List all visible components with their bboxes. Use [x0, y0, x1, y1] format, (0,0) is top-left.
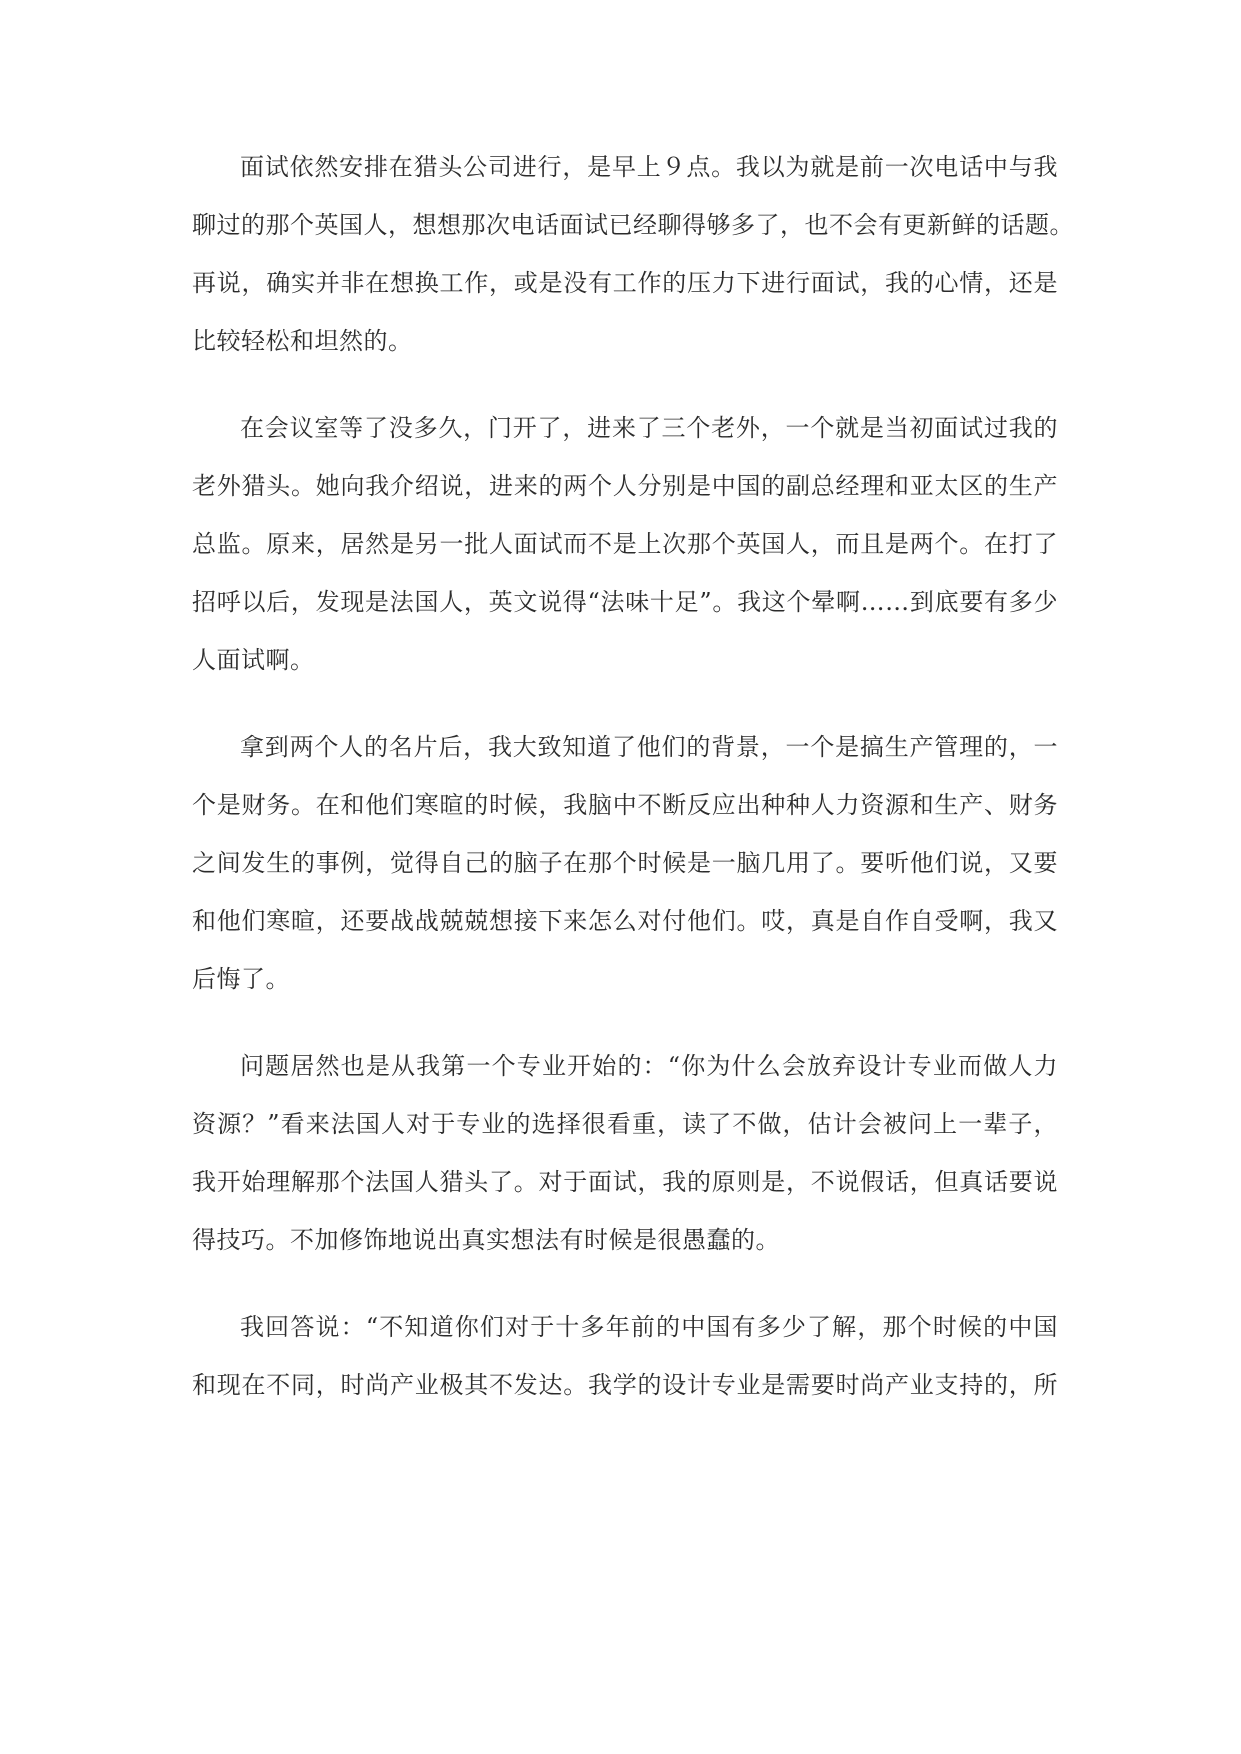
- text-line: 和现在不同，时尚产业极其不发达。我学的设计专业是需要时尚产业支持的，所: [192, 1371, 1058, 1399]
- text-line: 后悔了。: [192, 965, 290, 993]
- text-line: 总监。原来，居然是另一批人面试而不是上次那个英国人，而且是两个。在打了: [192, 530, 1058, 558]
- text-line: 老外猎头。她向我介绍说，进来的两个人分别是中国的副总经理和亚太区的生产: [192, 472, 1058, 500]
- text-line: 得技巧。不加修饰地说出真实想法有时候是很愚蠢的。: [192, 1226, 780, 1254]
- text-line: 我开始理解那个法国人猎头了。对于面试，我的原则是，不说假话，但真话要说: [192, 1168, 1058, 1196]
- text-line: 比较轻松和坦然的。: [192, 327, 413, 355]
- text-line: 个是财务。在和他们寒暄的时候，我脑中不断反应出种种人力资源和生产、财务: [192, 791, 1058, 819]
- text-line: 再说，确实并非在想换工作，或是没有工作的压力下进行面试，我的心情，还是: [192, 269, 1058, 297]
- text-line: 之间发生的事例，觉得自己的脑子在那个时候是一脑几用了。要听他们说，又要: [192, 849, 1058, 877]
- text-line: 面试依然安排在猎头公司进行，是早上９点。我以为就是前一次电话中与我: [240, 153, 1058, 181]
- text-line: 招呼以后，发现是法国人，英文说得“法味十足”。我这个晕啊……到底要有多少: [192, 588, 1058, 616]
- text-line: 和他们寒暄，还要战战兢兢想接下来怎么对付他们。哎，真是自作自受啊，我又: [192, 907, 1058, 935]
- text-line: 拿到两个人的名片后，我大致知道了他们的背景，一个是搞生产管理的，一: [240, 733, 1058, 761]
- text-line: 问题居然也是从我第一个专业开始的：“你为什么会放弃设计专业而做人力: [240, 1052, 1058, 1080]
- text-line: 我回答说：“不知道你们对于十多年前的中国有多少了解，那个时候的中国: [240, 1313, 1058, 1341]
- text-line: 人面试啊。: [192, 646, 315, 674]
- text-line: 聊过的那个英国人，想想那次电话面试已经聊得够多了，也不会有更新鲜的话题。: [192, 211, 1074, 239]
- text-line: 在会议室等了没多久，门开了，进来了三个老外，一个就是当初面试过我的: [240, 414, 1058, 442]
- text-line: 资源？”看来法国人对于专业的选择很看重，读了不做，估计会被问上一辈子，: [192, 1110, 1058, 1138]
